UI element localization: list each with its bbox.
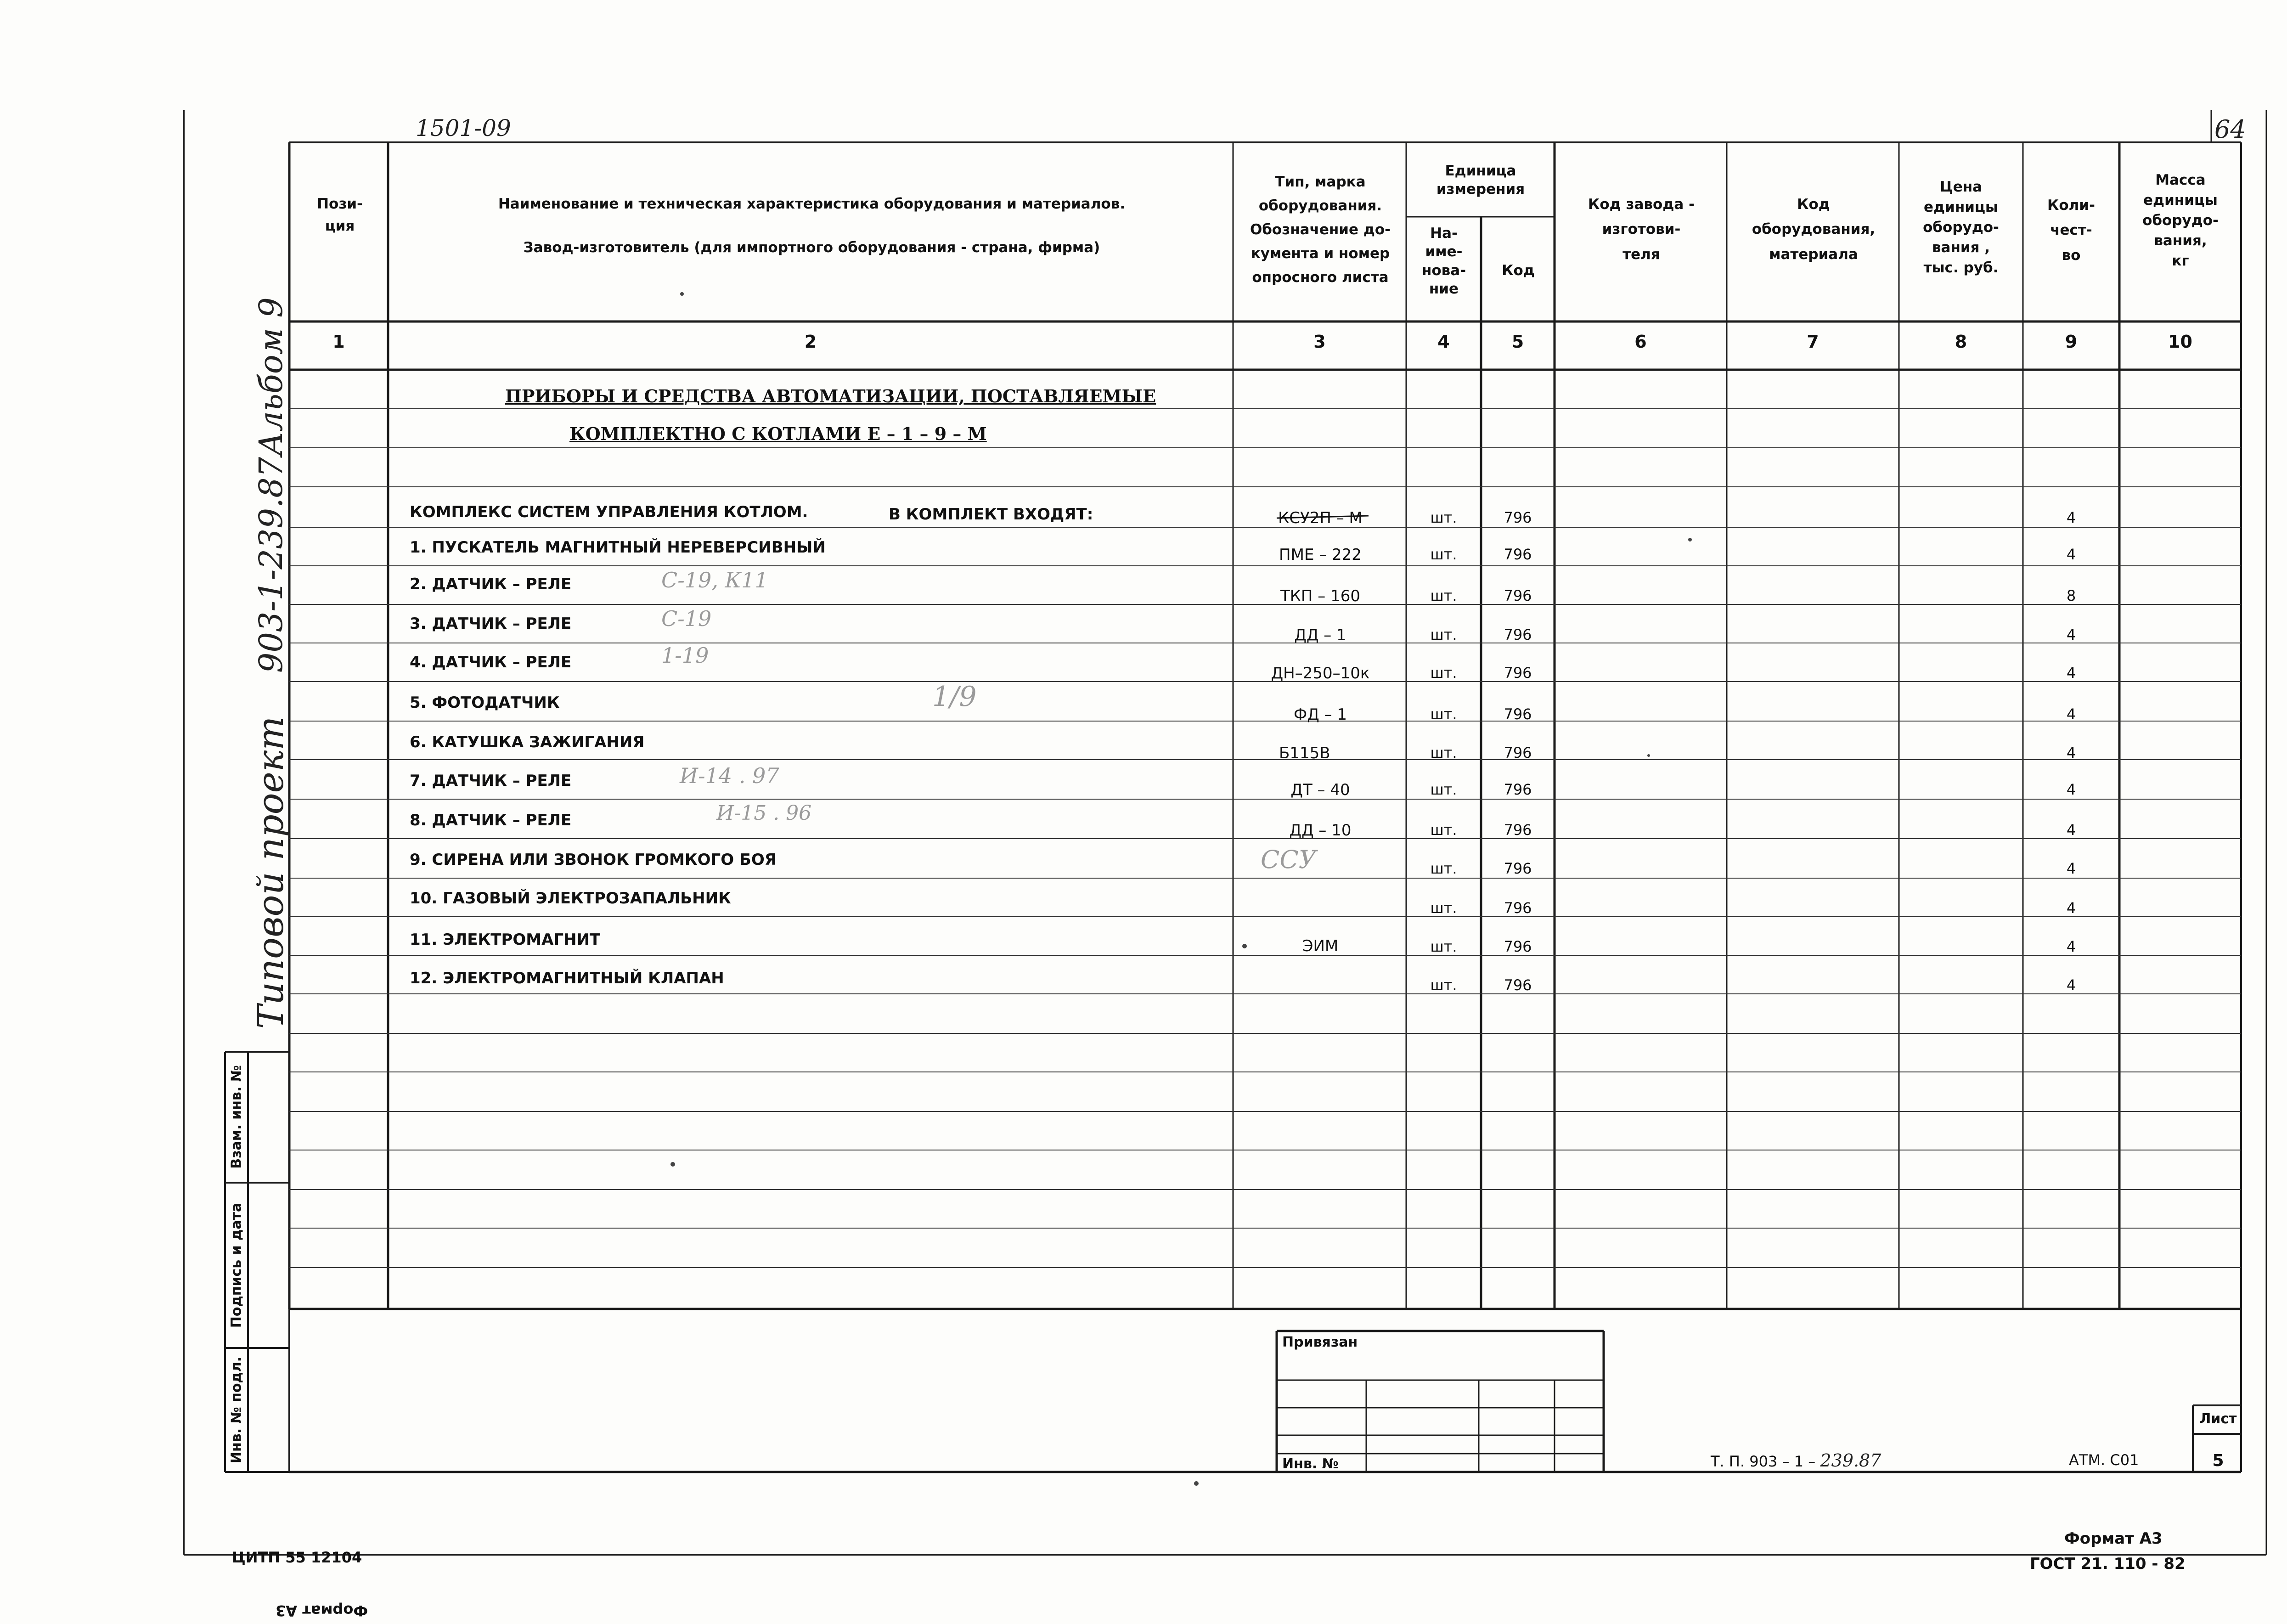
format-label: Формат А3 [2064,1529,2163,1548]
item-code: 796 [1504,705,1532,723]
item-name: 4. ДАТЧИК – РЕЛЕ [410,653,572,671]
col-number-3: 3 [1313,332,1326,352]
item-unit: шт. [1430,860,1457,877]
item-note: С-19 [661,606,712,631]
item-qty: 4 [2066,899,2076,917]
item-qty: 4 [2066,626,2076,643]
item-unit: шт. [1430,705,1457,723]
complex-type: КСУ2П – М [1278,509,1363,527]
item-unit: шт. [1430,546,1457,563]
item-qty: 4 [2066,938,2076,955]
item-type: ДД – 1 [1294,626,1346,644]
item-unit: шт. [1430,744,1457,761]
col-number-9: 9 [2065,332,2078,352]
header-name-line1: Наименование и техническая характеристика оборудования и материалов. [498,196,1126,212]
item-name: 8. ДАТЧИК – РЕЛЕ [410,811,572,829]
document-code-printed: Т. П. 903 – 1 – [1711,1453,1820,1470]
item-type: ПМЕ – 222 [1279,546,1362,564]
item-qty: 4 [2066,821,2076,839]
document-code-handwritten: 239.87 [1820,1450,1881,1471]
cipt-code: ЦИТП 55 12104 [232,1549,362,1566]
item-note: 1/9 [932,681,977,713]
header-position: Пози- ция [317,196,363,235]
handwritten-side-project-code: 903-1-239.87 [252,457,290,673]
list-label: Лист [2199,1411,2237,1427]
item-qty: 4 [2066,546,2076,563]
item-type: ДТ – 40 [1290,781,1350,799]
item-qty: 4 [2066,781,2076,798]
item-code: 796 [1504,587,1532,604]
col-number-2: 2 [804,332,817,352]
item-type: ДН–250–10к [1271,664,1370,682]
item-name: 12. ЭЛЕКТРОМАГНИТНЫЙ КЛАПАН [410,969,724,987]
item-code: 796 [1504,744,1532,761]
item-type: ФД – 1 [1293,705,1347,724]
item-code: 796 [1504,860,1532,877]
handwritten-side-project-label: Типовой проект [250,716,292,1029]
inv-no-label: Инв. № [1282,1456,1339,1472]
privyazan-label: Привязан [1282,1334,1358,1350]
item-type: ТКП – 160 [1280,587,1360,605]
document-mark: АТМ. С01 [2069,1451,2139,1469]
header-equipment-code: Код оборудования, материала [1752,196,1876,263]
item-qty: 4 [2066,744,2076,761]
item-unit: шт. [1430,821,1457,839]
col-number-5: 5 [1511,332,1524,352]
item-code: 796 [1504,546,1532,563]
section-title-line2: КОМПЛЕКТНО С КОТЛАМИ Е – 1 – 9 – М [569,423,987,444]
item-name: 6. КАТУШКА ЗАЖИГАНИЯ [410,733,645,751]
item-code: 796 [1504,664,1532,682]
item-qty: 4 [2066,664,2076,682]
item-unit: шт. [1430,626,1457,643]
item-note: С-19, К11 [661,568,768,592]
header-type: Тип, марка оборудования. Обозначение до- кумента и номер опросного листа [1250,174,1391,286]
stamp-podpis-data: Подпись и дата [228,1202,245,1328]
item-unit: шт. [1430,664,1457,682]
col-number-8: 8 [1955,332,1967,352]
mirrored-format-label: Формат А3 [276,1602,368,1619]
complex-includes: В КОМПЛЕКТ ВХОДЯТ: [889,505,1093,524]
item-qty: 4 [2066,976,2076,994]
item-code: 796 [1504,821,1532,839]
header-unit-name: На- име- нова- ние [1421,225,1466,297]
item-name: 11. ЭЛЕКТРОМАГНИТ [410,930,601,949]
stamp-vzam-inv: Взам. инв. № [228,1065,245,1169]
item-unit: шт. [1430,976,1457,994]
item-code: 796 [1504,976,1532,994]
item-note: И-15 . 96 [716,801,812,825]
item-note: 1-19 [661,643,709,668]
item-note: И-14 . 97 [680,763,779,788]
complex-unit: шт. [1430,509,1457,526]
item-name: 10. ГАЗОВЫЙ ЭЛЕКТРОЗАПАЛЬНИК [410,889,731,908]
handwritten-top-code: 1501-09 [416,115,511,141]
item-code: 796 [1504,781,1532,798]
header-unit-group: Единица измерения [1436,163,1525,198]
col-number-4: 4 [1437,332,1450,352]
stamp-inv-podl: Инв. № подл. [228,1356,245,1464]
header-unit-code: Код [1502,262,1535,279]
item-unit: шт. [1430,899,1457,917]
section-title-line1: ПРИБОРЫ И СРЕДСТВА АВТОМАТИЗАЦИИ, ПОСТАВЛЯЕМЫЕ [505,386,1156,406]
item-qty: 4 [2066,705,2076,723]
list-number: 5 [2212,1451,2224,1470]
item-qty: 8 [2066,587,2076,604]
handwritten-page-number: 64 [2214,115,2246,144]
header-name-line2: Завод-изготовитель (для импортного оборудования - страна, фирма) [523,239,1100,256]
header-price: Цена единицы оборудо- вания , тыс. руб. [1923,179,1999,276]
document-code [1711,1450,1881,1471]
gost-label: ГОСТ 21. 110 - 82 [2030,1555,2186,1573]
complex-name: КОМПЛЕКС СИСТЕМ УПРАВЛЕНИЯ КОТЛОМ. [410,503,808,521]
item-code: 796 [1504,899,1532,917]
item-name: 9. СИРЕНА ИЛИ ЗВОНОК ГРОМКОГО БОЯ [410,851,777,869]
complex-qty: 4 [2066,509,2076,526]
col-number-6: 6 [1634,332,1647,352]
header-mass: Масса единицы оборудо- вания, кг [2142,172,2219,270]
header-factory-code: Код завода - изготови- теля [1588,196,1695,263]
item-type: ЭИМ [1302,937,1339,955]
item-name: 5. ФОТОДАТЧИК [410,694,560,712]
complex-code: 796 [1504,509,1532,526]
item-qty: 4 [2066,860,2076,877]
item-type: ДД – 10 [1289,821,1352,840]
item-name: 1. ПУСКАТЕЛЬ МАГНИТНЫЙ НЕРЕВЕРСИВНЫЙ [410,538,826,557]
col-number-7: 7 [1807,332,1819,352]
item-name: 2. ДАТЧИК – РЕЛЕ [410,575,572,593]
item-code: 796 [1504,938,1532,955]
item-unit: шт. [1430,587,1457,604]
item-name: 3. ДАТЧИК – РЕЛЕ [410,615,572,633]
item-unit: шт. [1430,781,1457,798]
handwritten-side-album: Альбом 9 [252,297,290,456]
item-unit: шт. [1430,938,1457,955]
col-number-10: 10 [2168,332,2192,352]
item-name: 7. ДАТЧИК – РЕЛЕ [410,772,572,790]
item-type: Б115В [1279,744,1330,762]
header-quantity: Коли- чест- во [2047,197,2095,264]
col-number-1: 1 [332,332,345,352]
item-note: ССУ [1261,845,1317,874]
item-code: 796 [1504,626,1532,643]
